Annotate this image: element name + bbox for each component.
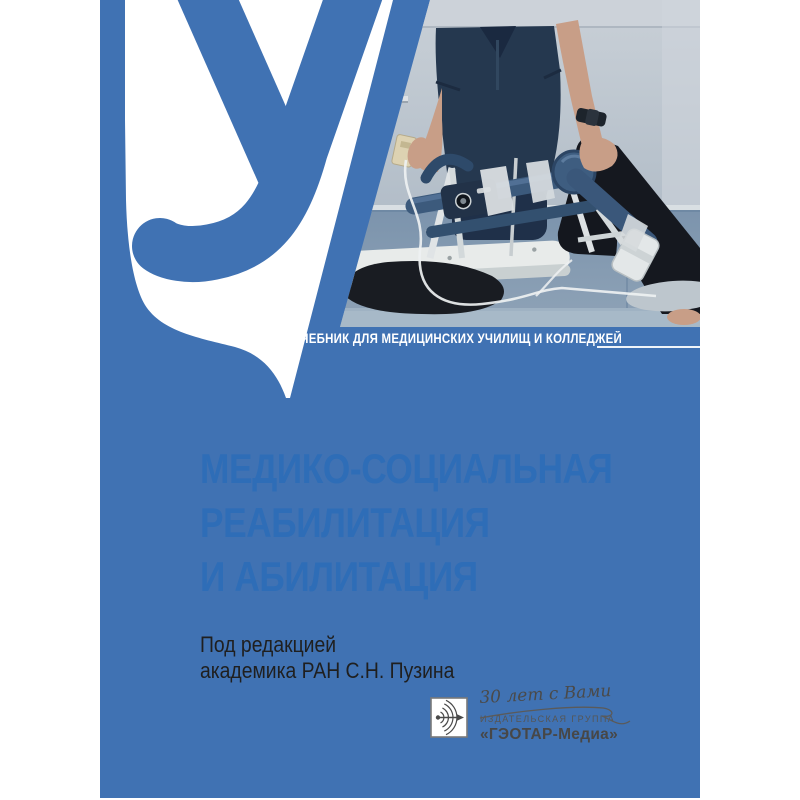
title-line-3: И АБИЛИТАЦИЯ (200, 553, 478, 600)
series-banner: УЧЕБНИК ДЛЯ МЕДИЦИНСКИХ УЧИЛИЩ И КОЛЛЕДЖЕЙ (293, 331, 623, 346)
title-line-1: МЕДИКО-СОЦИАЛЬНАЯ (200, 445, 613, 492)
publisher-name: «ГЭОТАР-Медиа» (480, 726, 619, 743)
publisher-group: ИЗДАТЕЛЬСКАЯ ГРУППА (480, 714, 616, 724)
editors-note-line-1: Под редакцией (200, 632, 337, 657)
editors-note (200, 632, 454, 684)
title-line-2: РЕАБИЛИТАЦИЯ (200, 499, 490, 546)
series-banner-rule (597, 346, 700, 348)
publisher-logo-icon (430, 697, 468, 738)
book-title (200, 442, 613, 604)
editors-note-line-2: академика РАН С.Н. Пузина (200, 658, 455, 683)
publisher-anniversary: 30 лет с Вами (478, 681, 612, 708)
publisher-swash (478, 702, 638, 732)
publisher-logo (430, 681, 730, 758)
book-cover (100, 0, 700, 798)
